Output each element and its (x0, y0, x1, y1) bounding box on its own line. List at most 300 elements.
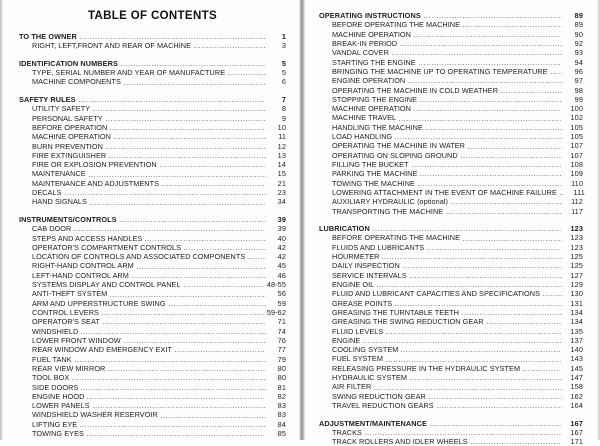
toc-leader-dots (403, 262, 562, 269)
toc-entry-page-number: 140 (570, 345, 583, 355)
toc-entry-label: OPERATOR'S COMPARTMENT CONTROLS (32, 242, 182, 252)
toc-entry-label: GREASE POINTS (332, 298, 393, 308)
toc-leader-dots (110, 124, 266, 131)
toc-entry-page-number: 96 (574, 66, 583, 76)
toc-subsection-entry[interactable] (19, 364, 286, 373)
toc-entry-page-number: 46 (277, 270, 286, 280)
toc-leader-dots (374, 384, 562, 391)
toc-leader-dots (543, 290, 562, 297)
toc-subsection-entry[interactable] (19, 41, 286, 50)
toc-entry-page-number: 7 (281, 94, 286, 104)
toc-entry-page-number: 83 (277, 401, 286, 411)
toc-entry-page-number: 80 (277, 373, 286, 383)
toc-subsection-entry[interactable] (319, 336, 583, 345)
toc-entry-label: REAR WINDOW AND EMERGENCY EXIT (32, 345, 173, 355)
toc-subsection-entry[interactable] (19, 68, 286, 77)
toc-entry-label: SYSTEMS DISPLAY AND CONTROL PANEL (32, 280, 181, 290)
toc-entry-label: OPERATING INSTRUCTIONS (319, 11, 421, 20)
toc-leader-dots (429, 393, 562, 400)
toc-leader-dots (89, 171, 266, 178)
toc-leader-dots (414, 31, 562, 38)
toc-subsection-entry[interactable] (19, 197, 286, 206)
toc-leader-dots (386, 328, 562, 335)
toc-leader-dots (373, 225, 562, 232)
toc-entry-label: BURN PREVENTION (32, 141, 103, 151)
toc-entry-page-number: 39 (277, 214, 286, 224)
toc-leader-dots (463, 235, 562, 242)
toc-entry-page-number: 89 (574, 11, 583, 20)
toc-entry-page-number: 42 (277, 242, 286, 252)
toc-entry-page-number: 123 (570, 233, 583, 243)
toc-subsection-entry[interactable] (19, 261, 286, 270)
toc-entry-label: PERSONAL SAFETY (32, 113, 103, 123)
toc-list-left (19, 32, 286, 438)
toc-leader-dots (184, 281, 264, 288)
toc-entry-label: TRACKS (332, 427, 362, 437)
toc-entry-label: TOWING EYES (32, 429, 84, 439)
toc-entry-page-number: 81 (277, 382, 286, 392)
toc-entry-label: PARKING THE MACHINE (332, 169, 418, 179)
toc-entry-label: IDENTIFICATION NUMBERS (19, 58, 118, 68)
toc-subsection-entry[interactable] (319, 271, 583, 280)
toc-subsection-entry[interactable] (319, 207, 583, 216)
toc-leader-dots (114, 133, 266, 140)
toc-entry-page-number: 127 (570, 270, 583, 280)
toc-entry-label: ENGINE (332, 335, 361, 345)
toc-leader-dots (80, 421, 266, 428)
page-title: TABLE OF CONTENTS (87, 10, 218, 22)
toc-section-entry[interactable] (19, 59, 286, 68)
toc-subsection-entry[interactable] (319, 382, 583, 391)
toc-entry-page-number: 147 (570, 373, 583, 383)
toc-entry-page-number: 23 (277, 188, 286, 198)
toc-leader-dots (419, 59, 562, 66)
toc-entry-label: ENGINE HOOD (32, 391, 85, 401)
toc-entry-page-number: 40 (277, 233, 286, 243)
toc-entry-label: TOWING THE MACHINE (332, 178, 415, 188)
toc-subsection-entry[interactable] (19, 169, 286, 178)
toc-leader-dots (109, 152, 266, 159)
toc-subsection-entry[interactable] (19, 132, 286, 141)
toc-entry-page-number: 167 (570, 418, 583, 428)
toc-entry-page-number: 125 (570, 261, 583, 271)
toc-leader-dots (145, 235, 266, 242)
toc-entry-page-number: 129 (570, 279, 583, 289)
toc-subsection-entry[interactable] (19, 392, 286, 401)
toc-subsection-entry[interactable] (319, 233, 583, 242)
toc-leader-dots (560, 189, 564, 196)
toc-entry-page-number: 9 (281, 113, 286, 123)
toc-entry-label: ARM AND UPPERSTRUCTURE SWING (32, 298, 166, 308)
toc-leader-dots (80, 33, 266, 40)
toc-subsection-entry[interactable] (319, 39, 583, 48)
toc-entry-label: SIDE DOORS (32, 382, 79, 392)
toc-subsection-entry[interactable] (19, 252, 286, 261)
toc-entry-page-number: 5 (281, 68, 286, 78)
toc-subsection-entry[interactable] (19, 179, 286, 188)
toc-entry-label: OPERATOR'S SEAT (32, 317, 100, 327)
toc-leader-dots (106, 115, 266, 122)
toc-entry-label: ENGINE OPERATION (332, 76, 406, 86)
toc-subsection-entry[interactable] (319, 197, 583, 206)
toc-entry-page-number: 94 (574, 57, 583, 67)
toc-leader-dots (414, 105, 562, 112)
toc-entry-label: DAILY INSPECTION (332, 261, 400, 271)
toc-entry-page-number: 137 (570, 335, 583, 345)
toc-leader-dots (124, 79, 266, 86)
toc-leader-dots (461, 152, 562, 159)
toc-leader-dots (175, 346, 266, 353)
toc-subsection-entry[interactable] (19, 123, 286, 132)
toc-subsection-entry[interactable] (319, 30, 583, 39)
toc-entry-label: LUBRICATION (319, 224, 370, 234)
toc-entry-label: WINDSHIELD (32, 326, 79, 336)
toc-subsection-entry[interactable] (319, 317, 583, 326)
toc-entry-label: MAINTENANCE (32, 169, 86, 179)
toc-entry-label: ANTI-THEFT SYSTEM (32, 289, 108, 299)
toc-subsection-entry[interactable] (319, 261, 583, 270)
toc-subsection-entry[interactable] (319, 299, 583, 308)
toc-entry-label: REAR VIEW MIRROR (32, 363, 106, 373)
toc-subsection-entry[interactable] (19, 336, 286, 345)
toc-leader-dots (74, 225, 266, 232)
toc-leader-dots (501, 87, 562, 94)
toc-entry-label: FLUIDS AND LUBRICANTS (332, 242, 425, 252)
toc-entry-page-number: 59 (277, 298, 286, 308)
toc-subsection-entry[interactable] (19, 271, 286, 280)
toc-subsection-entry[interactable] (319, 437, 583, 446)
toc-entry-page-number: 12 (277, 141, 286, 151)
toc-entry-label: STARTING THE ENGINE (332, 57, 416, 67)
toc-entry-label: RIGHT-HAND CONTROL ARM (32, 261, 134, 271)
toc-leader-dots (400, 40, 562, 47)
toc-section-entry[interactable] (19, 215, 286, 224)
toc-right-column (299, 0, 600, 446)
toc-entry-label: STOPPING THE ENGINE (332, 94, 418, 104)
toc-leader-dots (408, 77, 562, 84)
toc-leader-dots (523, 365, 562, 372)
toc-entry-label: LOWER PANELS (32, 401, 90, 411)
toc-entry-label: TRANSPORTING THE MACHINE (332, 206, 444, 216)
toc-entry-label: HAND SIGNALS (32, 197, 87, 207)
toc-subsection-entry[interactable] (19, 410, 286, 419)
toc-leader-dots (363, 337, 562, 344)
toc-entry-page-number: 105 (570, 122, 583, 132)
toc-subsection-entry[interactable] (19, 114, 286, 123)
toc-leader-dots (382, 253, 562, 260)
toc-entry-page-number: 107 (570, 141, 583, 151)
toc-entry-label: GREASING THE TURNTABLE TEETH (332, 307, 459, 317)
toc-leader-dots (426, 124, 562, 131)
toc-subsection-entry[interactable] (19, 289, 286, 298)
toc-leader-dots (228, 69, 266, 76)
toc-subsection-entry[interactable] (319, 48, 583, 57)
toc-subsection-entry[interactable] (19, 308, 286, 317)
toc-entry-label: MAINTENANCE AND ADJUSTMENTS (32, 178, 160, 188)
toc-entry-label: TYPE, SERIAL NUMBER AND YEAR OF MANUFACTURE (32, 68, 226, 78)
toc-leader-dots (377, 281, 562, 288)
toc-subsection-entry[interactable] (319, 95, 583, 104)
toc-subsection-entry[interactable] (319, 169, 583, 178)
toc-subsection-entry[interactable] (319, 113, 583, 122)
toc-section-entry[interactable] (319, 11, 583, 20)
toc-entry-label: FLUID LEVELS (332, 326, 384, 336)
toc-subsection-entry[interactable] (319, 345, 583, 354)
toc-entry-page-number: 77 (277, 345, 286, 355)
toc-entry-page-number: 45 (277, 261, 286, 271)
toc-entry-page-number: 59-62 (266, 308, 286, 317)
toc-leader-dots (169, 300, 266, 307)
toc-subsection-entry[interactable] (19, 420, 286, 429)
toc-leader-dots (124, 337, 266, 344)
toc-subsection-entry[interactable] (19, 160, 286, 169)
toc-entry-page-number: 123 (570, 242, 583, 252)
toc-entry-label: BEFORE OPERATING THE MACHINE (332, 20, 461, 30)
toc-leader-dots (81, 384, 266, 391)
toc-subsection-entry[interactable] (19, 142, 286, 151)
toc-subsection-entry[interactable] (319, 179, 583, 188)
toc-entry-label: LIFTING EYE (32, 419, 78, 429)
toc-entry-page-number: 10 (277, 122, 286, 132)
toc-entry-page-number: 108 (570, 160, 583, 169)
toc-entry-label: INSTRUMENTS/CONTROLS (19, 214, 117, 224)
toc-leader-dots (162, 180, 266, 187)
toc-entry-label: MACHINE TRAVEL (332, 113, 397, 123)
toc-entry-label: OPERATING THE MACHINE IN WATER (332, 141, 465, 151)
toc-subsection-entry[interactable] (319, 280, 583, 289)
toc-subsection-entry[interactable] (19, 188, 286, 197)
toc-subsection-entry[interactable] (319, 20, 583, 29)
toc-entry-page-number: 93 (574, 48, 583, 58)
toc-leader-dots (160, 161, 266, 168)
toc-subsection-entry[interactable] (19, 224, 286, 233)
toc-subsection-entry[interactable] (319, 401, 583, 410)
toc-entry-label: COOLING SYSTEM (332, 345, 399, 355)
toc-leader-dots (418, 180, 562, 187)
toc-leader-dots (137, 263, 266, 270)
toc-entry-label: RELEASING PRESSURE IN THE HYDRAULIC SYSTEM (332, 363, 521, 373)
toc-entry-page-number: 100 (570, 104, 583, 114)
toc-leader-dots (424, 12, 562, 19)
toc-entry-page-number: 131 (570, 298, 583, 308)
toc-entry-label: WINDSHIELD WASHER RESERVOIR (32, 410, 158, 420)
toc-leader-dots (420, 170, 562, 177)
toc-entry-label: MACHINE OPERATION (332, 104, 411, 114)
toc-subsection-entry[interactable] (319, 58, 583, 67)
toc-leader-dots (75, 356, 266, 363)
toc-entry-label: BRINGING THE MACHINE UP TO OPERATING TEMPERATURE (332, 66, 548, 76)
toc-leader-dots (194, 42, 266, 49)
toc-entry-label: BEFORE OPERATION (32, 122, 108, 132)
toc-leader-dots (65, 189, 267, 196)
toc-subsection-entry[interactable] (19, 429, 286, 438)
toc-entry-page-number: 135 (570, 326, 583, 336)
toc-entry-label: LOWER FRONT WINDOW (32, 335, 121, 345)
toc-subsection-entry[interactable] (19, 104, 286, 113)
toc-subsection-entry[interactable] (19, 373, 286, 382)
toc-entry-label: HYDRAULIC SYSTEM (332, 373, 407, 383)
toc-subsection-entry[interactable] (319, 151, 583, 160)
toc-entry-page-number: 48-55 (266, 280, 286, 290)
toc-entry-page-number: 105 (570, 132, 583, 142)
toc-leader-dots (463, 21, 562, 28)
toc-entry-page-number: 42 (277, 252, 286, 262)
toc-entry-page-number: 56 (277, 289, 286, 299)
toc-entry-page-number: 97 (574, 76, 583, 86)
toc-entry-page-number: 98 (574, 85, 583, 95)
toc-subsection-entry[interactable] (19, 327, 286, 336)
toc-entry-page-number: 76 (277, 335, 286, 345)
toc-leader-dots (401, 346, 562, 353)
toc-entry-page-number: 92 (574, 38, 583, 48)
toc-subsection-entry[interactable] (319, 327, 583, 336)
toc-leader-dots (103, 318, 266, 325)
toc-subsection-entry[interactable] (319, 289, 583, 298)
toc-subsection-entry[interactable] (19, 383, 286, 392)
toc-entry-label: TOOL BOX (32, 373, 70, 383)
toc-entry-label: VANDAL COVER (332, 48, 389, 58)
toc-subsection-entry[interactable] (19, 345, 286, 354)
toc-entry-page-number: 162 (570, 391, 583, 401)
toc-entry-label: MACHINE OPERATION (32, 132, 111, 142)
toc-leader-dots (487, 318, 562, 325)
toc-leader-dots (437, 402, 562, 409)
toc-section-entry[interactable] (19, 32, 286, 41)
toc-subsection-entry[interactable] (19, 355, 286, 364)
toc-subsection-entry[interactable] (319, 188, 583, 197)
toc-leader-dots (90, 199, 266, 206)
toc-subsection-entry[interactable] (319, 123, 583, 132)
toc-subsection-entry[interactable] (319, 364, 583, 373)
toc-subsection-entry[interactable] (319, 373, 583, 382)
toc-entry-label: RIGHT, LEFT,FRONT AND REAR OF MACHINE (32, 41, 192, 51)
toc-entry-page-number: 112 (571, 197, 583, 207)
toc-entry-label: STEPS AND ACCESS HANDLES (32, 233, 143, 243)
toc-entry-page-number: 1 (281, 32, 286, 41)
toc-leader-dots (420, 96, 562, 103)
toc-subsection-entry[interactable] (19, 401, 286, 410)
toc-leader-dots (132, 272, 266, 279)
toc-entry-page-number: 14 (277, 160, 286, 170)
toc-entry-page-number: 13 (277, 150, 286, 160)
toc-entry-label: ADJUSTMENT/MAINTENANCE (319, 418, 428, 428)
toc-subsection-entry[interactable] (19, 317, 286, 326)
toc-leader-dots (248, 253, 266, 260)
toc-entry-page-number: 130 (570, 289, 583, 299)
toc-leader-dots (79, 96, 266, 103)
toc-section-entry[interactable] (319, 224, 583, 233)
toc-entry-page-number: 171 (570, 437, 583, 446)
toc-entry-page-number: 99 (574, 94, 583, 104)
toc-entry-page-number: 15 (277, 169, 286, 179)
toc-entry-label: CONTROL LEVERS (32, 308, 99, 317)
toc-entry-page-number: 3 (281, 41, 286, 51)
toc-leader-dots (399, 115, 562, 122)
toc-section-entry[interactable] (319, 419, 583, 428)
toc-subsection-entry[interactable] (319, 428, 583, 437)
toc-subsection-entry[interactable] (319, 243, 583, 252)
toc-entry-page-number: 5 (281, 58, 286, 68)
toc-subsection-entry[interactable] (19, 77, 286, 86)
toc-entry-label: SAFETY RULES (19, 94, 76, 104)
toc-entry-page-number: 107 (570, 150, 583, 160)
toc-subsection-entry[interactable] (319, 104, 583, 113)
toc-leader-dots (93, 402, 266, 409)
toc-leader-dots (412, 161, 562, 168)
toc-leader-dots (451, 198, 562, 205)
toc-leader-dots (386, 356, 562, 363)
toc-entry-page-number: 80 (277, 363, 286, 373)
toc-entry-page-number: 71 (277, 317, 286, 327)
toc-subsection-entry[interactable] (19, 243, 286, 252)
toc-entry-page-number: 39 (277, 224, 286, 234)
toc-entry-label: BREAK-IN PERIOD (332, 38, 398, 48)
toc-entry-label: HANDLING THE MACHINE (332, 122, 423, 132)
toc-entry-page-number: 21 (277, 178, 286, 188)
toc-leader-dots (87, 430, 266, 437)
toc-leader-dots (410, 272, 562, 279)
toc-subsection-entry[interactable] (319, 308, 583, 317)
toc-entry-page-number: 84 (277, 419, 286, 429)
toc-subsection-entry[interactable] (319, 160, 583, 169)
toc-leader-dots (106, 143, 266, 150)
toc-subsection-entry[interactable] (319, 141, 583, 150)
toc-leader-dots (446, 208, 562, 215)
toc-subsection-entry[interactable] (19, 280, 286, 289)
toc-entry-page-number: 85 (277, 429, 286, 439)
toc-leader-dots (87, 393, 266, 400)
toc-entry-page-number: 79 (277, 354, 286, 364)
toc-leader-dots (395, 300, 562, 307)
toc-entry-label: ENGINE OIL (332, 279, 375, 289)
toc-entry-label: TO THE OWNER (19, 32, 77, 41)
toc-subsection-entry[interactable] (19, 234, 286, 243)
toc-entry-page-number: 167 (570, 427, 583, 437)
toc-leader-dots (365, 429, 562, 436)
toc-subsection-entry[interactable] (319, 86, 583, 95)
toc-entry-page-number: 158 (570, 382, 583, 392)
toc-subsection-entry[interactable] (319, 392, 583, 401)
toc-subsection-entry[interactable] (19, 299, 286, 308)
toc-subsection-entry[interactable] (319, 76, 583, 85)
toc-entry-page-number: 164 (570, 401, 583, 410)
toc-entry-label: GREASING THE SWING REDUCTION GEAR (332, 317, 484, 327)
toc-entry-page-number: 11 (278, 132, 286, 142)
toc-subsection-entry[interactable] (319, 252, 583, 261)
toc-subsection-entry[interactable] (319, 67, 583, 76)
toc-entry-page-number: 89 (574, 20, 583, 30)
toc-entry-label: CAB DOOR (32, 224, 72, 234)
toc-entry-page-number: 134 (570, 317, 583, 327)
toc-entry-label: FILLING THE BUCKET (332, 160, 409, 169)
toc-entry-page-number: 110 (571, 178, 583, 188)
toc-left-column (0, 0, 299, 440)
toc-entry-label: MACHINE COMPONENTS (32, 77, 121, 87)
toc-subsection-entry[interactable] (19, 151, 286, 160)
toc-entry-label: SWING REDUCTION GEAR (332, 391, 426, 401)
toc-entry-label: TRAVEL REDUCTION GEARS (332, 401, 434, 410)
toc-entry-label: FIRE EXTINGUISHER (32, 150, 107, 160)
toc-entry-label: HOURMETER (332, 252, 380, 261)
toc-subsection-entry[interactable] (319, 132, 583, 141)
toc-subsection-entry[interactable] (319, 354, 583, 363)
toc-entry-label: AIR FILTER (332, 382, 372, 392)
toc-entry-label: FUEL TANK (32, 354, 72, 364)
toc-entry-page-number: 117 (571, 206, 583, 216)
toc-entry-page-number: 123 (570, 224, 583, 234)
toc-entry-label: DECALS (32, 188, 62, 198)
toc-section-entry[interactable] (19, 95, 286, 104)
